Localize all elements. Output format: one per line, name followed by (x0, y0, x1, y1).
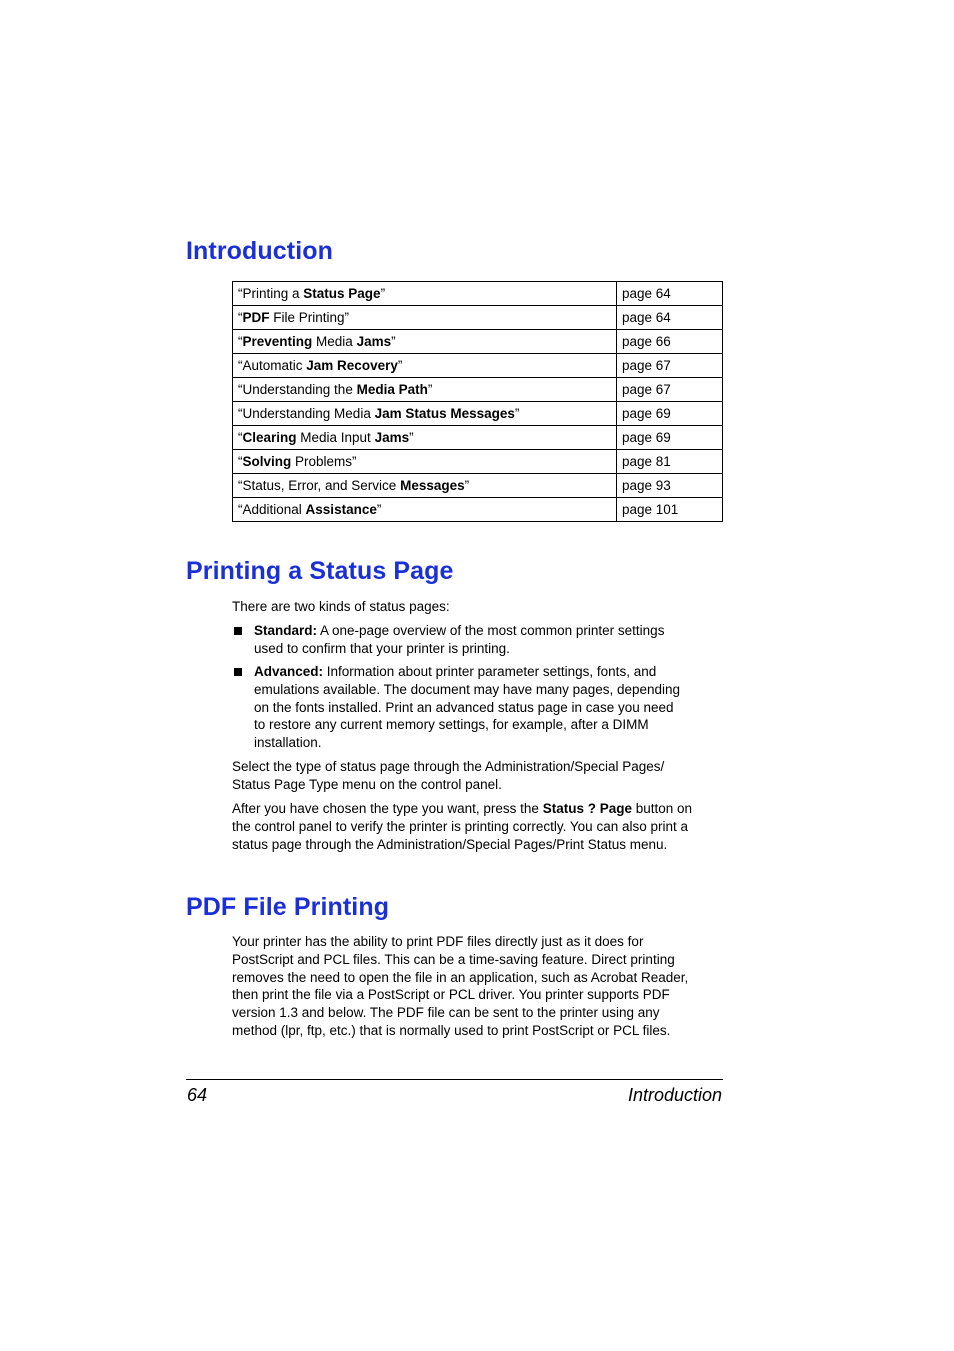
topic-cell[interactable] (233, 282, 617, 306)
topic-text: ” (464, 477, 470, 493)
paragraph-line: the control panel to verify the printer is printing correctly. You can also print a (232, 818, 688, 834)
topic-keyword: Jam Recovery (306, 357, 398, 373)
bullet-standard (232, 622, 724, 658)
topic-cell[interactable] (233, 426, 617, 450)
table-row (233, 498, 723, 522)
page-ref-cell[interactable]: page 64 (617, 282, 723, 306)
topic-text: Problems” (291, 453, 357, 469)
bullet-standard-text: A one-page overview of the most common printer settings (317, 623, 665, 638)
bullet-standard-label: Standard: (254, 623, 318, 638)
section-heading-pdf-printing: PDF File Printing (186, 893, 390, 921)
status-page-button-name: Status ? Page (542, 801, 632, 816)
topic-keyword: Status Page (303, 285, 381, 301)
bullet-advanced-line: installation. (254, 735, 322, 751)
after-text-pre: After you have chosen the type you want, press the (232, 801, 543, 816)
bullet-advanced-text: Information about printer parameter settings, fonts, and (323, 664, 657, 679)
topic-keyword: Jam Status Messages (374, 405, 515, 421)
paragraph-line: PostScript and PCL files. This can be a time-saving feature. Direct printing (232, 951, 675, 967)
square-bullet-icon (234, 668, 242, 676)
topic-text: ” (409, 429, 414, 445)
status-intro-text: There are two kinds of status pages: (232, 599, 450, 614)
table-row (233, 282, 723, 306)
topic-text: “ (238, 309, 243, 325)
pdf-paragraph (232, 933, 724, 1040)
page-ref-cell[interactable]: page 67 (617, 354, 723, 378)
topic-keyword: PDF (242, 309, 270, 325)
table-row (233, 426, 723, 450)
topic-keyword: Solving (242, 453, 292, 469)
topic-text: “ (238, 453, 243, 469)
square-bullet-icon (234, 627, 242, 635)
paragraph-line: removes the need to open the file in an application, such as Acrobat Reader, (232, 969, 689, 985)
topic-keyword: Jams (374, 429, 410, 445)
topic-cell[interactable] (233, 402, 617, 426)
paragraph-line: Status Page Type menu on the control panel. (232, 776, 502, 792)
bullet-advanced-line: on the fonts installed. Print an advanced status page in case you need (254, 699, 674, 715)
page-ref-cell[interactable]: page 69 (617, 426, 723, 450)
topic-cell[interactable] (233, 354, 617, 378)
topic-cell[interactable] (233, 498, 617, 522)
page-ref-cell[interactable]: page 69 (617, 402, 723, 426)
footer-chapter-title: Introduction (627, 1085, 722, 1105)
topic-cell[interactable] (233, 474, 617, 498)
topic-text: ” (391, 333, 396, 349)
topic-keyword: Assistance (305, 501, 377, 517)
paragraph-line (232, 800, 724, 818)
topic-text: “Printing a (238, 285, 304, 301)
bullet-standard-line (254, 622, 720, 640)
table-row (233, 450, 723, 474)
page-ref-cell[interactable]: page 81 (617, 450, 723, 474)
topic-text: “Understanding the (238, 381, 357, 397)
topics-table (232, 281, 723, 522)
topic-text: “ (238, 333, 243, 349)
topic-keyword: Messages (400, 477, 465, 493)
bullet-standard-content (254, 622, 720, 658)
bullet-advanced-line (254, 663, 720, 681)
bullet-advanced-content (254, 663, 720, 752)
table-row (233, 330, 723, 354)
table-row (233, 378, 723, 402)
footer-divider (186, 1079, 723, 1080)
topic-text: ” (427, 381, 433, 397)
footer-page-number: 64 (187, 1085, 208, 1105)
status-select-paragraph (232, 758, 724, 794)
topic-text: “ (238, 429, 243, 445)
page-ref-cell[interactable]: page 93 (617, 474, 723, 498)
bullet-advanced-line: to restore any current memory settings, for example, after a DIMM (254, 717, 649, 733)
paragraph-line: version 1.3 and below. The PDF file can be sent to the printer using any (232, 1005, 660, 1021)
page-ref-cell[interactable]: page 101 (617, 498, 723, 522)
table-row (233, 402, 723, 426)
topic-keyword: Media Path (356, 381, 428, 397)
table-row (233, 354, 723, 378)
paragraph-line: Your printer has the ability to print PDF files directly just as it does for (232, 934, 644, 949)
section-heading-status-page: Printing a Status Page (186, 557, 454, 585)
topic-text: “Additional (238, 501, 306, 517)
topic-keyword: Jams (356, 333, 392, 349)
topic-cell[interactable] (233, 450, 617, 474)
paragraph-line: Select the type of status page through the Administration/Special Pages/ (232, 759, 665, 774)
paragraph-line: status page through the Administration/Special Pages/Print Status menu. (232, 836, 668, 852)
bullet-advanced-label: Advanced: (254, 664, 324, 679)
status-after-paragraph (232, 800, 724, 853)
topic-text: “Understanding Media (238, 405, 375, 421)
bullet-standard-line: used to confirm that your printer is printing. (254, 640, 510, 656)
after-text-post: button on (631, 801, 693, 816)
table-row (233, 306, 723, 330)
topic-text: ” (380, 285, 386, 301)
page-ref-cell[interactable]: page 67 (617, 378, 723, 402)
topic-text: Media (312, 333, 357, 349)
topic-text: Media Input (296, 429, 375, 445)
paragraph-line: then print the file via a PostScript or PCL driver. You printer supports PDF (232, 987, 670, 1003)
topics-table-body (233, 282, 723, 522)
topic-cell[interactable] (233, 378, 617, 402)
status-page-intro (232, 598, 724, 616)
topic-text: “Status, Error, and Service (238, 477, 401, 493)
topic-text: ” (397, 357, 403, 373)
topic-text: File Printing” (269, 309, 350, 325)
page-ref-cell[interactable]: page 64 (617, 306, 723, 330)
topic-text: “Automatic (238, 357, 307, 373)
topic-keyword: Clearing (242, 429, 297, 445)
topic-text: ” (514, 405, 520, 421)
topic-cell[interactable] (233, 306, 617, 330)
topic-text: ” (376, 501, 382, 517)
bullet-advanced-line: emulations available. The document may have many pages, depending (254, 681, 681, 697)
topic-cell[interactable] (233, 330, 617, 354)
topic-keyword: Preventing (242, 333, 313, 349)
table-row (233, 474, 723, 498)
page-ref-cell[interactable]: page 66 (617, 330, 723, 354)
paragraph-line: method (lpr, ftp, etc.) that is normally used to print PostScript or PCL files. (232, 1022, 671, 1038)
section-heading-introduction: Introduction (186, 237, 334, 265)
bullet-advanced (232, 663, 724, 752)
